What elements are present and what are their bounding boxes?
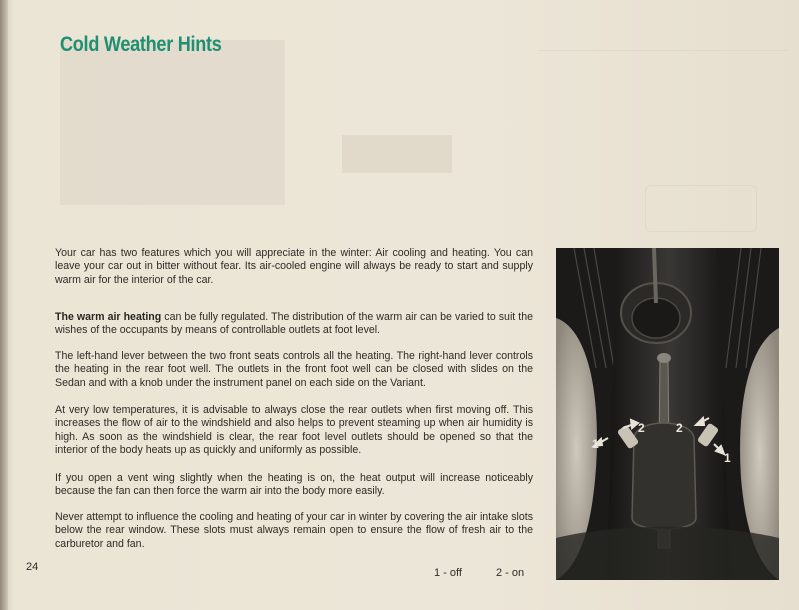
bleed-through-block: [645, 185, 757, 232]
legend-off: 1 - off: [434, 567, 462, 579]
bleed-through-block: [342, 135, 452, 173]
heating-levers-illustration: [556, 248, 779, 580]
heating-levers-photo: [556, 248, 779, 580]
page-title: Cold Weather Hints: [60, 33, 222, 56]
paragraph-low-temperatures: At very low temperatures, it is advisable to always close the rear outlets when first moving off. This increases the flow of air to the windshield and also helps to prevent steaming up when air humidity is high. As soon as the windshield is clear, the rear foot level outlets should be opened so that the interior of the body heats up as quickly and uniformly as possible.: [55, 404, 533, 456]
label-left-2: 2: [638, 421, 645, 435]
book-spine: [0, 0, 8, 610]
paragraph-levers: The left-hand lever between the two front seats controls all the heating. The right-hand lever controls the heating in the rear foot well. The outlets in the front foot well can be closed with slides on the Sedan and with a knob under the instrument panel on each side on the Variant.: [55, 350, 533, 389]
paragraph-intro: Your car has two features which you will appreciate in the winter: Air cooling and heating. You can leave your car out in bitter without fear. Its air-cooled engine will always be ready to start and supply warm air for the interior of the car.: [55, 247, 533, 286]
page-number: 24: [26, 561, 39, 573]
paragraph-lead: The warm air heating: [55, 311, 162, 323]
bleed-through-block: [60, 40, 285, 205]
paragraph-vent-wing: If you open a vent wing slightly when the heating is on, the heat output will increase noticeably because the fan can then force the warm air into the body more easily.: [55, 472, 533, 498]
paragraph-air-intake: Never attempt to influence the cooling and heating of your car in winter by covering the air intake slots below the rear window. These slots must always remain open to ensure the flow of fresh air to the carburetor and fan.: [55, 511, 533, 550]
paragraph-warm-air-heating: [55, 311, 533, 338]
bleed-through-block: [538, 50, 788, 111]
label-right-2: 2: [676, 421, 683, 435]
paragraph-body: can be fully regulated. The distribution of the warm air can be varied to suit the wishes of the occupants by means of controllable outlets at foot level.: [55, 311, 534, 337]
label-left-1: 1: [592, 437, 599, 451]
label-right-1: 1: [724, 451, 731, 465]
legend-on: 2 - on: [496, 567, 525, 579]
